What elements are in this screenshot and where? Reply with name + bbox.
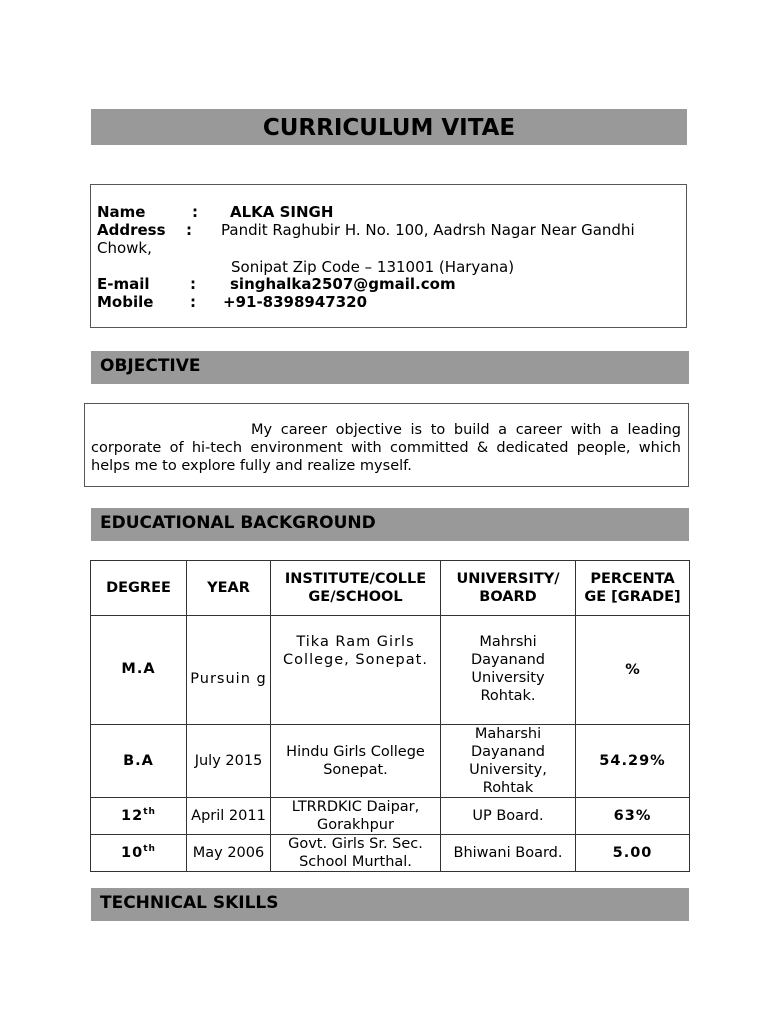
header-university: UNIVERSITY/ BOARD [441,561,576,616]
row-ma-institute: Tika Ram Girls College, Sonepat. [271,616,441,725]
objective-heading: OBJECTIVE [91,351,689,384]
personal-details-box [90,184,687,328]
row-ba-institute: Hindu Girls College Sonepat. [271,725,441,798]
row-12-institute: LTRRDKIC Daipar, Gorakhpur [271,798,441,835]
table-row [91,725,690,798]
address-label: Address [97,221,166,239]
address-line-1: Pandit Raghubir H. No. 100, Aadrsh Nagar Near Gandhi [221,221,635,239]
row-12-degree-suffix: th [143,807,156,818]
name-colon: : [192,203,198,221]
row-10-degree-suffix: th [143,844,156,855]
document-title: CURRICULUM VITAE [91,109,687,145]
table-row [91,835,690,872]
header-percentage: PERCENTA GE [GRADE] [576,561,690,616]
row-ba-degree: B.A [91,725,187,798]
row-10-university: Bhiwani Board. [441,835,576,872]
row-10-grade: 5.00 [576,835,690,872]
address-line-2: Chowk, [97,239,152,257]
row-ba-university: Maharshi Dayanand University, Rohtak [441,725,576,798]
education-heading: EDUCATIONAL BACKGROUND [91,508,689,541]
row-12-university: UP Board. [441,798,576,835]
header-degree: DEGREE [91,561,187,616]
address-line-3: Sonipat Zip Code – 131001 (Haryana) [231,258,515,276]
name-label: Name [97,203,146,221]
mobile-label: Mobile [97,293,154,311]
row-10-institute: Govt. Girls Sr. Sec. School Murthal. [271,835,441,872]
row-ba-grade: 54.29% [576,725,690,798]
address-colon: : [186,221,192,239]
table-header-row [91,561,690,616]
email-value: singhalka2507@gmail.com [230,275,456,293]
education-table [90,560,690,872]
email-label: E-mail [97,275,150,293]
table-row [91,798,690,835]
objective-box [84,403,689,487]
header-year: YEAR [187,561,271,616]
row-12-degree [91,798,187,835]
table-row [91,616,690,725]
row-12-degree-number: 12 [121,808,144,824]
row-12-grade: 63% [576,798,690,835]
objective-text: My career objective is to build a career with a leading corporate of hi-tech environment with committed & dedicated people, which helps me to explore fully and realize myself. [91,422,681,474]
row-ma-year: Pursuin g [187,616,271,725]
row-ba-year: July 2015 [187,725,271,798]
mobile-colon: : [190,293,196,311]
email-colon: : [190,275,196,293]
technical-skills-heading: TECHNICAL SKILLS [91,888,689,921]
row-ma-grade: % [576,616,690,725]
header-institute: INSTITUTE/COLLE GE/SCHOOL [271,561,441,616]
row-12-year: April 2011 [187,798,271,835]
mobile-value: +91-8398947320 [223,293,368,311]
row-ma-degree: M.A [91,616,187,725]
name-value: ALKA SINGH [230,203,334,221]
row-10-year: May 2006 [187,835,271,872]
row-10-degree-number: 10 [121,845,144,861]
row-10-degree [91,835,187,872]
row-ma-university: Mahrshi Dayanand University Rohtak. [441,616,576,725]
